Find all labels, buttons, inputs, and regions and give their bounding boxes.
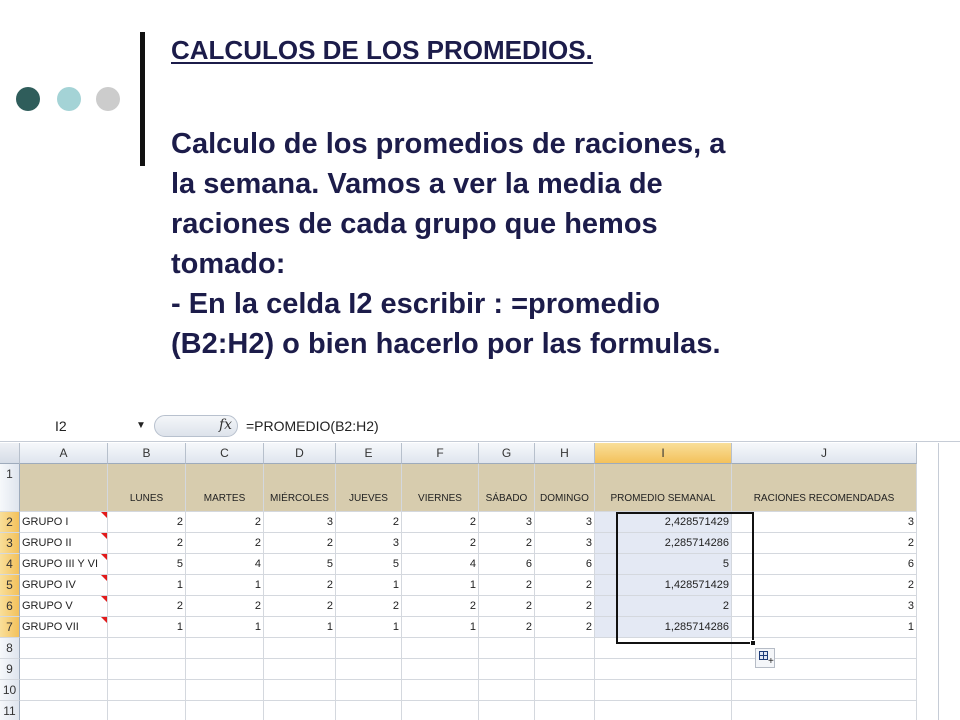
- name-box[interactable]: I2: [55, 418, 67, 434]
- sheet-cell[interactable]: [264, 659, 336, 680]
- column-title-cell[interactable]: VIERNES: [402, 464, 479, 512]
- body-line: Calculo de los promedios de raciones, a: [171, 128, 726, 160]
- average-cell[interactable]: 2: [595, 596, 732, 617]
- sheet-cell[interactable]: 2: [535, 575, 595, 596]
- sheet-cell[interactable]: [108, 680, 186, 701]
- column-header-e[interactable]: E: [336, 443, 402, 464]
- column-header-j[interactable]: J: [732, 443, 917, 464]
- sheet-cell[interactable]: [336, 638, 402, 659]
- sheet-cell[interactable]: [20, 701, 108, 720]
- sheet-cell[interactable]: 2: [108, 596, 186, 617]
- column-header-g[interactable]: G: [479, 443, 535, 464]
- sheet-cell[interactable]: 2: [186, 512, 264, 533]
- column-title-cell[interactable]: DOMINGO: [535, 464, 595, 512]
- sheet-cell[interactable]: 2: [535, 596, 595, 617]
- sheet-cell[interactable]: 2: [479, 533, 535, 554]
- comment-marker-icon: [101, 617, 107, 623]
- sheet-cell[interactable]: 6: [479, 554, 535, 575]
- sheet-cell[interactable]: [20, 638, 108, 659]
- column-header-h[interactable]: H: [535, 443, 595, 464]
- column-title-cell[interactable]: PROMEDIO SEMANAL: [595, 464, 732, 512]
- sheet-cell[interactable]: 1: [186, 575, 264, 596]
- column-header-b[interactable]: B: [108, 443, 186, 464]
- sheet-cell[interactable]: 1: [732, 617, 917, 638]
- group-name-text: GRUPO III Y VI: [22, 558, 99, 570]
- comment-marker-icon: [101, 554, 107, 560]
- sheet-cell[interactable]: [479, 680, 535, 701]
- sheet-cell[interactable]: 3: [479, 512, 535, 533]
- sheet-cell[interactable]: [402, 638, 479, 659]
- column-header-d[interactable]: D: [264, 443, 336, 464]
- sheet-cell[interactable]: 1: [402, 575, 479, 596]
- group-name-cell[interactable]: [20, 596, 108, 617]
- group-name-text: GRUPO VII: [22, 621, 79, 633]
- sheet-cell[interactable]: 1: [336, 575, 402, 596]
- column-title-cell[interactable]: [20, 464, 108, 512]
- sheet-cell[interactable]: 5: [264, 554, 336, 575]
- group-name-cell[interactable]: [20, 575, 108, 596]
- sheet-cell[interactable]: 2: [479, 575, 535, 596]
- sheet-cell[interactable]: 3: [535, 533, 595, 554]
- sheet-cell[interactable]: 3: [336, 533, 402, 554]
- body-line: (B2:H2) o bien hacerlo por las formulas.: [171, 328, 721, 360]
- sheet-cell[interactable]: 2: [732, 575, 917, 596]
- column-title-cell[interactable]: MIÉRCOLES: [264, 464, 336, 512]
- group-name-text: GRUPO II: [22, 537, 72, 549]
- bullet-dot-gray: [96, 87, 120, 111]
- sheet-row: [0, 512, 917, 533]
- sheet-cell[interactable]: 4: [402, 554, 479, 575]
- body-line: la semana. Vamos a ver la media de: [171, 168, 663, 200]
- bullet-dot-dark: [16, 87, 40, 111]
- average-cell[interactable]: 1,428571429: [595, 575, 732, 596]
- slide-title: CALCULOS DE LOS PROMEDIOS.: [171, 35, 593, 65]
- sheet-cell[interactable]: [336, 701, 402, 720]
- sheet-cell[interactable]: 2: [402, 533, 479, 554]
- sheet-cell[interactable]: [535, 638, 595, 659]
- sheet-cell[interactable]: 2: [336, 512, 402, 533]
- column-header-i[interactable]: I: [595, 443, 732, 464]
- column-header-c[interactable]: C: [186, 443, 264, 464]
- sheet-cell[interactable]: 2: [479, 596, 535, 617]
- sheet-cell[interactable]: 1: [402, 617, 479, 638]
- sheet-row: [0, 533, 917, 554]
- comment-marker-icon: [101, 512, 107, 518]
- fill-handle[interactable]: [750, 640, 756, 646]
- bullet-dot-teal: [57, 87, 81, 111]
- sheet-cell[interactable]: [336, 659, 402, 680]
- comment-marker-icon: [101, 575, 107, 581]
- sheet-cell[interactable]: [20, 680, 108, 701]
- row-header[interactable]: 5: [0, 575, 20, 596]
- sheet-cell[interactable]: 3: [732, 512, 917, 533]
- row-header[interactable]: 2: [0, 512, 20, 533]
- column-title-cell[interactable]: JUEVES: [336, 464, 402, 512]
- sheet-cell[interactable]: [535, 659, 595, 680]
- row-header[interactable]: 1: [0, 464, 20, 512]
- sheet-cell[interactable]: [264, 680, 336, 701]
- sheet-cell[interactable]: 1: [108, 617, 186, 638]
- sheet-cell[interactable]: 2: [264, 533, 336, 554]
- sheet-cell[interactable]: [595, 701, 732, 720]
- sheet-cell[interactable]: 2: [402, 512, 479, 533]
- formula-bar: [0, 412, 960, 442]
- sheet-cell[interactable]: 3: [264, 512, 336, 533]
- average-cell[interactable]: 2,428571429: [595, 512, 732, 533]
- group-name-cell[interactable]: [20, 554, 108, 575]
- row-header[interactable]: 8: [0, 638, 20, 659]
- sheet-cell[interactable]: [402, 701, 479, 720]
- sheet-cell[interactable]: 2: [732, 533, 917, 554]
- body-line: tomado:: [171, 248, 286, 280]
- sheet-cell[interactable]: 2: [108, 533, 186, 554]
- sheet-row: [0, 617, 917, 638]
- sheet-cell[interactable]: 3: [732, 596, 917, 617]
- sheet-cell[interactable]: [479, 638, 535, 659]
- spreadsheet-screenshot: [0, 412, 960, 720]
- sheet-cell[interactable]: 6: [535, 554, 595, 575]
- sheet-row: [0, 656, 917, 680]
- sheet-cell[interactable]: [264, 638, 336, 659]
- slide-body: [171, 124, 911, 364]
- sheet-cell[interactable]: [595, 638, 732, 659]
- row-header[interactable]: 3: [0, 533, 20, 554]
- sheet-cell[interactable]: [108, 701, 186, 720]
- name-box-dropdown-icon[interactable]: ▼: [136, 420, 146, 431]
- sheet-cell[interactable]: 6: [732, 554, 917, 575]
- sheet-cell[interactable]: 2: [186, 596, 264, 617]
- column-title-cell[interactable]: RACIONES RECOMENDADAS: [732, 464, 917, 512]
- sheet-cell[interactable]: 5: [108, 554, 186, 575]
- worksheet-grid: [0, 443, 917, 720]
- sheet-row: [0, 596, 917, 617]
- autofill-options-button[interactable]: [755, 648, 775, 668]
- body-line: raciones de cada grupo que hemos: [171, 208, 658, 240]
- sheet-cell[interactable]: [479, 659, 535, 680]
- sheet-cell[interactable]: [20, 659, 108, 680]
- average-cell[interactable]: 2,285714286: [595, 533, 732, 554]
- sheet-row: [0, 680, 917, 701]
- column-header-f[interactable]: F: [402, 443, 479, 464]
- sheet-cell[interactable]: [108, 659, 186, 680]
- sheet-cell[interactable]: [264, 701, 336, 720]
- group-name-cell[interactable]: [20, 617, 108, 638]
- average-cell[interactable]: 5: [595, 554, 732, 575]
- column-title-cell[interactable]: LUNES: [108, 464, 186, 512]
- row-header[interactable]: 11: [0, 701, 20, 720]
- column-title-cell[interactable]: SÁBADO: [479, 464, 535, 512]
- sheet-cell[interactable]: [732, 680, 917, 701]
- average-cell[interactable]: 1,285714286: [595, 617, 732, 638]
- sheet-cell[interactable]: 2: [264, 575, 336, 596]
- sheet-cell[interactable]: 2: [336, 596, 402, 617]
- sheet-row: [0, 575, 917, 596]
- group-name-text: GRUPO V: [22, 600, 73, 612]
- sheet-row: [0, 638, 917, 659]
- sheet-row: [0, 464, 917, 512]
- sheet-cell[interactable]: [535, 701, 595, 720]
- sheet-cell[interactable]: 2: [479, 617, 535, 638]
- select-all-corner[interactable]: [0, 443, 20, 464]
- sheet-cell[interactable]: 2: [264, 596, 336, 617]
- sheet-cell[interactable]: 1: [264, 617, 336, 638]
- row-header[interactable]: 7: [0, 617, 20, 638]
- formula-input[interactable]: =PROMEDIO(B2:H2): [246, 418, 379, 434]
- title-divider-bar: [140, 32, 145, 166]
- sheet-cell[interactable]: 3: [535, 512, 595, 533]
- sheet-cell[interactable]: [402, 659, 479, 680]
- sheet-cell[interactable]: 5: [336, 554, 402, 575]
- sheet-cell[interactable]: [732, 701, 917, 720]
- vertical-scrollbar[interactable]: [938, 443, 960, 720]
- sheet-row: [0, 554, 917, 575]
- group-name-cell[interactable]: [20, 512, 108, 533]
- sheet-cell[interactable]: 1: [108, 575, 186, 596]
- group-name-cell[interactable]: [20, 533, 108, 554]
- sheet-cell[interactable]: [186, 638, 264, 659]
- comment-marker-icon: [101, 533, 107, 539]
- sheet-cell[interactable]: 2: [402, 596, 479, 617]
- sheet-cell[interactable]: [336, 680, 402, 701]
- body-line: - En la celda I2 escribir : =promedio: [171, 288, 661, 320]
- sheet-cell[interactable]: [595, 680, 732, 701]
- row-header[interactable]: 6: [0, 596, 20, 617]
- column-title-cell[interactable]: MARTES: [186, 464, 264, 512]
- row-header[interactable]: 10: [0, 680, 20, 701]
- group-name-text: GRUPO I: [22, 516, 69, 528]
- sheet-cell[interactable]: 1: [186, 617, 264, 638]
- sheet-cell[interactable]: 2: [535, 617, 595, 638]
- sheet-cell[interactable]: [108, 638, 186, 659]
- sheet-cell[interactable]: [186, 680, 264, 701]
- sheet-cell[interactable]: 1: [336, 617, 402, 638]
- comment-marker-icon: [101, 596, 107, 602]
- sheet-cell[interactable]: [595, 659, 732, 680]
- sheet-cell[interactable]: [479, 701, 535, 720]
- sheet-cell[interactable]: [535, 680, 595, 701]
- insert-function-icon[interactable]: fx: [219, 417, 233, 433]
- sheet-cell[interactable]: [186, 701, 264, 720]
- sheet-row: [0, 701, 917, 720]
- group-name-text: GRUPO IV: [22, 579, 76, 591]
- column-header-a[interactable]: A: [20, 443, 108, 464]
- plus-icon: +: [768, 656, 774, 667]
- sheet-cell[interactable]: 2: [186, 533, 264, 554]
- sheet-cell[interactable]: [186, 659, 264, 680]
- sheet-cell[interactable]: 4: [186, 554, 264, 575]
- row-header[interactable]: 4: [0, 554, 20, 575]
- sheet-cell[interactable]: [402, 680, 479, 701]
- sheet-cell[interactable]: 2: [108, 512, 186, 533]
- column-header-row: [0, 443, 917, 464]
- row-header[interactable]: 9: [0, 659, 20, 680]
